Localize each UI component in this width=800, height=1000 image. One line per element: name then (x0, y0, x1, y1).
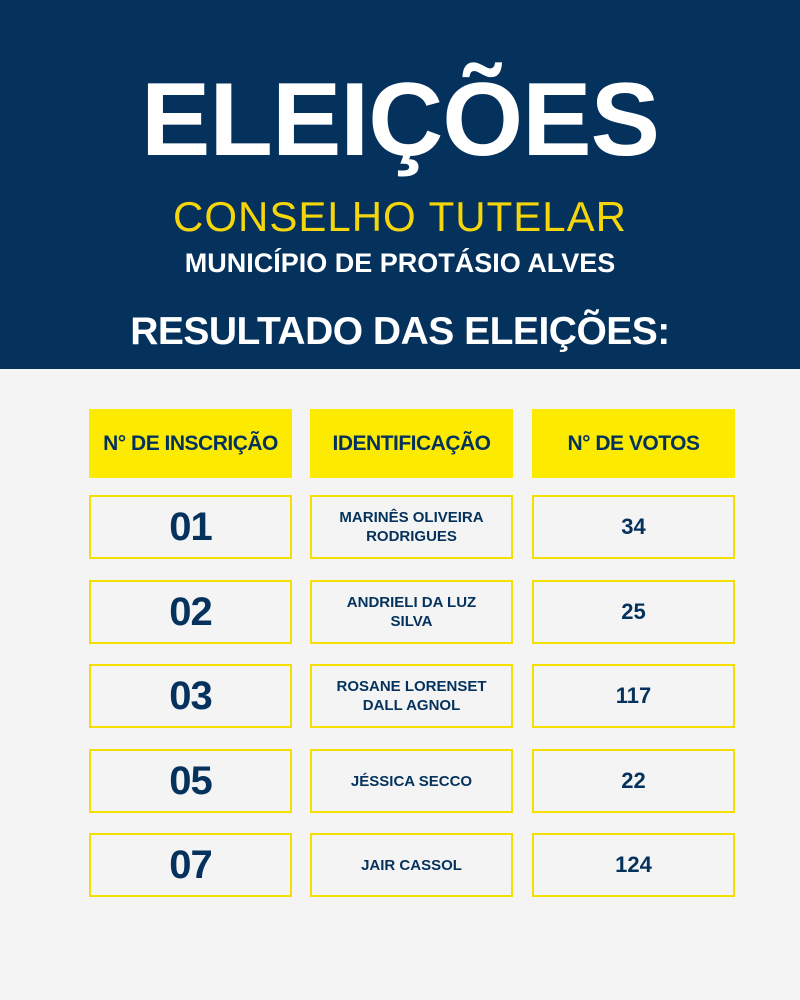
table-row-name: JÉSSICA SECCO (310, 749, 513, 813)
column-header-identification: IDENTIFICAÇÃO (310, 409, 513, 478)
table-row-votes: 22 (532, 749, 735, 813)
page-title: ELEIÇÕES (141, 62, 659, 178)
table-row-name: ROSANE LORENSET DALL AGNOL (310, 664, 513, 728)
table-row-votes: 34 (532, 495, 735, 559)
header-banner (0, 0, 800, 369)
table-row-number: 03 (89, 664, 292, 728)
column-header-votes: N° DE VOTOS (532, 409, 735, 478)
table-row-number: 01 (89, 495, 292, 559)
table-row-name: MARINÊS OLIVEIRA RODRIGUES (310, 495, 513, 559)
table-row-votes: 124 (532, 833, 735, 897)
table-row-number: 02 (89, 580, 292, 644)
municipality-label: MUNICÍPIO DE PROTÁSIO ALVES (184, 248, 616, 278)
table-row-name: ANDRIELI DA LUZ SILVA (310, 580, 513, 644)
column-header-registration: N° DE INSCRIÇÃO (89, 409, 292, 478)
table-row-votes: 25 (532, 580, 735, 644)
table-row-number: 05 (89, 749, 292, 813)
subtitle: CONSELHO TUTELAR (173, 193, 627, 240)
results-heading: RESULTADO DAS ELEIÇÕES: (130, 310, 670, 353)
table-row-number: 07 (89, 833, 292, 897)
table-row-votes: 117 (532, 664, 735, 728)
table-row-name: JAIR CASSOL (310, 833, 513, 897)
